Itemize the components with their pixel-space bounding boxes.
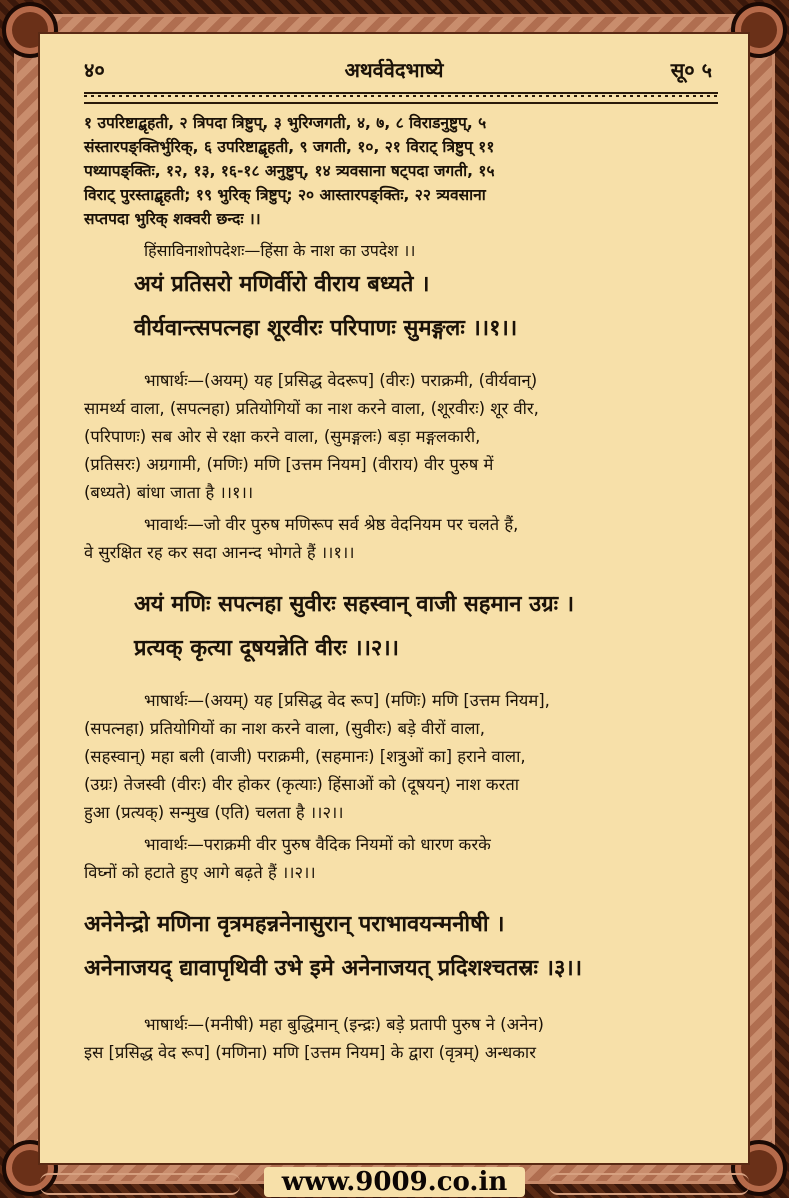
bhashya-line: (सपत्नहा) प्रतियोगियों का नाश करने वाला, (सुवीरः) बड़े वीरों वाला, (84, 719, 485, 738)
bhashya-line: भाषार्थः—(अयम्) यह [प्रसिद्ध वेदरूप] (वीरः) पराक्रमी, (वीर्यवान्) (144, 371, 538, 390)
mantra-line: अयं प्रतिसरो मणिर्वीरो वीराय बध्यते । (134, 272, 430, 297)
mantra-line: प्रत्यक् कृत्या दूषयन्नेति वीरः ।।२।। (134, 636, 400, 661)
bhashya-line: भाषार्थः—(मनीषी) महा बुद्धिमान् (इन्द्रः) बड़े प्रतापी पुरुष ने (अनेन) (144, 1015, 544, 1034)
bhavartha-line: विघ्नों को हटाते हुए आगे बढ़ते हैं ।।२।। (84, 863, 316, 882)
bhashya-line: (उग्रः) तेजस्वी (वीरः) वीर होकर (कृत्याः) हिंसाओं को (दूषयन्) नाश करता (84, 775, 520, 794)
bhavartha-line: भावार्थः—जो वीर पुरुष मणिरूप सर्व श्रेष्ठ वेदनियम पर चलते हैं, (144, 515, 519, 534)
bhashya-line: सामर्थ्य वाला, (सपत्नहा) प्रतियोगियों का नाश करने वाला, (शूरवीरः) शूर वीर, (84, 399, 539, 418)
page-number: ४० (84, 58, 105, 82)
meta-line: पथ्यापङ्क्तिः, १२, १३, १६-१८ अनुष्टुप्, १४ त्र्यवसाना षट्पदा जगती, १५ (84, 162, 495, 180)
bhashya-line: (बध्यते) बांधा जाता है ।।१।। (84, 483, 254, 502)
bhashya-line: हुआ (प्रत्यक्) सन्मुख (एति) चलता है ।।२।। (84, 803, 344, 822)
bhavartha-line: भावार्थः—पराक्रमी वीर पुरुष वैदिक नियमों को धारण करके (144, 835, 491, 854)
bhavartha-line: वे सुरक्षित रह कर सदा आनन्द भोगते हैं ।।१।। (84, 543, 355, 562)
bhashya-line: भाषार्थः—(अयम्) यह [प्रसिद्ध वेद रूप] (मणिः) मणि [उत्तम नियम], (144, 691, 550, 710)
meta-line: १ उपरिष्टाद्बृहती, २ त्रिपदा त्रिष्टुप्, ३ भुरिग्जगती, ४, ७, ८ विराडनुष्टुप्, ५ (84, 114, 487, 132)
meta-line: सप्तपदा भुरिक् शक्वरी छन्दः ।। (84, 210, 261, 228)
footer-ornament-icon (40, 1173, 240, 1195)
meta-line: विराट् पुरस्ताद्बृहती; १९ भुरिक् त्रिष्टुप्; २० आस्तारपङ्क्तिः, २२ त्र्यवसाना (84, 186, 486, 204)
mantra-line: वीर्यवान्त्सपत्नहा शूरवीरः परिपाणः सुमङ्गलः ।।१।। (134, 316, 518, 341)
meta-line: संस्तारपङ्क्तिर्भुरिक्, ६ उपरिष्टाद्बृहती, ९ जगती, १०, २१ विराट् त्रिष्टुप् ११ (84, 138, 495, 156)
sukta-number: सू० ५ (670, 58, 712, 82)
bhashya-line: (सहस्वान्) महा बली (वाजी) पराक्रमी, (सहमानः) [शत्रुओं का] हराने वाला, (84, 747, 526, 766)
header-divider (84, 92, 718, 104)
page-header (40, 56, 748, 84)
bhashya-line: (परिपाणः) सब ओर से रक्षा करने वाला, (सुमङ्गलः) बड़ा मङ्गलकारी, (84, 427, 481, 446)
footer-bar (0, 1165, 789, 1198)
footer-ornament-icon (549, 1173, 749, 1195)
mantra-line: अयं मणिः सपत्नहा सुवीरः सहस्वान् वाजी सहमान उग्रः । (134, 592, 575, 617)
book-title: अथर्ववेदभाष्ये (344, 58, 444, 82)
mantra-line: अनेनाजयद् द्यावापृथिवी उभे इमे अनेनाजयत् प्रदिशश्चतस्रः ।३।। (84, 956, 583, 981)
website-link[interactable]: www.9009.co.in (264, 1167, 526, 1197)
bhashya-line: इस [प्रसिद्ध वेद रूप] (मणिना) मणि [उत्तम नियम] के द्वारा (वृत्रम्) अन्धकार (84, 1043, 536, 1062)
book-page (38, 32, 750, 1165)
topic-line: हिंसाविनाशोपदेशः—हिंसा के नाश का उपदेश ।। (144, 241, 416, 260)
mantra-line: अनेनेन्द्रो मणिना वृत्रमहन्ननेनासुरान् पराभावयन्मनीषी । (84, 912, 505, 937)
bhashya-line: (प्रतिसरः) अग्रगामी, (मणिः) मणि [उत्तम नियम] (वीराय) वीर पुरुष में (84, 455, 494, 474)
